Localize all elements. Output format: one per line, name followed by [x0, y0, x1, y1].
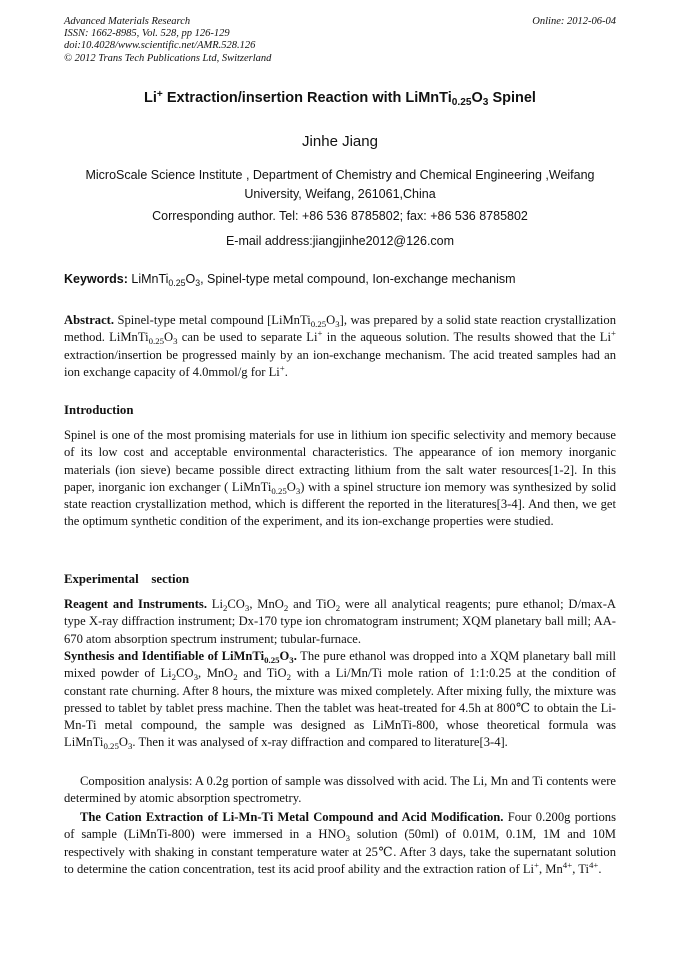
reagent-paragraph: Reagent and Instruments. $Li_2CO_3$, MnO$_2$ and TiO$_2$ were all analytical reagents; pure ethanol; D/max-A type X-ray diffraction instrument; Dx-170 type ion chromatogram instrument; XQM planetary ball mill; AA-670 atom absorption spectrum instrument; tubular-furnace.: [64, 597, 616, 646]
email-address: E-mail address:jiangjinhe2012@126.com: [225, 234, 455, 248]
synthesis-paragraph: Synthesis and Identifiable of $LiMnTi_{0.25}O_3$. The pure ethanol was dropped into a XQM planetary ball mill mixed powder of $Li_2CO_3$, MnO$_2$ and TiO$_2$ with a Li/Mn/Ti mole ration of 1:1:0.25 at the condition of constant rate churning. After 8 hours, the mixture was mixed completely. After mixing fully, the mixture was pressed to tablet by tablet press machine. Then the tablet was heat-treated for 4.5h at 800℃ to obtain the Li-Mn-Ti metal compound, the sample was designed as LiMnTi-800, whose theoretical formula was $LiMnTi_{0.25}O_3$. Then it was analysed of x-ray diffraction and compared to literature[3-4].: [64, 649, 616, 752]
author-name: Jinhe Jiang: [302, 133, 378, 150]
abstract: Abstract. Spinel-type metal compound $[LiMnTi_{0.25}O_3]$, was prepared by a solid state reaction crystallization method. $LiMnTi_{0.25}O_3$ can be used to separate Li+ in the aqueous solution. The results showed that the Li+ extraction/insertion be progressed mainly by an ion-exchange mechanism. The acid treated samples had an ion exchange capacity of 4.0mmol/g for Li+.: [64, 313, 616, 379]
keywords: Keywords: $LiMnTi_{0.25}O_3$, Spinel-type metal compound, Ion-exchange mechanism: [64, 272, 516, 288]
affiliation: MicroScale Science Institute , Department of Chemistry and Chemical Engineering ,Weifang University, Weifang, 261061,China: [85, 168, 595, 201]
introduction-heading: Introduction: [64, 403, 134, 417]
corresponding-author: Corresponding author. Tel: +86 536 8785802; fax: +86 536 8785802: [152, 209, 528, 223]
copyright-line: © 2012 Trans Tech Publications Ltd, Switzerland: [64, 52, 272, 64]
paper-title: Li+ Extraction/insertion Reaction with $LiMnTi_{0.25}O_3$ Spinel: [144, 89, 536, 108]
journal-name: Advanced Materials Research: [64, 16, 191, 27]
experimental-heading: Experimental section: [64, 572, 190, 586]
cation-extraction-paragraph: The Cation Extraction of Li-Mn-Ti Metal Compound and Acid Modification. Four 0.200g portions of sample (LiMnTi-800) were immersed in a $HNO_3$ solution (50ml) of 0.01M, 0.1M, 1M and 10M respectively with shaking in constant temperature water at 25℃. After 3 days, take the supernatant solution to determine the cation concentration, test its acid proof ability and the extraction ration of Li+, $Mn^{4+}$, $Ti^{4+}$.: [64, 810, 616, 876]
online-date: Online: 2012-06-04: [532, 16, 616, 27]
composition-paragraph: Composition analysis: A 0.2g portion of sample was dissolved with acid. The Li, Mn and Ti contents were determined by atomic absorption spectrometry.: [64, 774, 616, 806]
introduction-paragraph: Spinel is one of the most promising materials for use in lithium ion specific selectivity and memory because of its low cost and acceptable environmental characteristics. The appearance of ion memory inorganic materials (ion sieve) became possible direct extracting lithium from the salt water resources[1-2]. In this paper, inorganic ion exchanger ( $LiMnTi_{0.25}O_3$) with a spinel structure ion memory was synthesized by solid state reaction crystallization method, which is different the reported in the literatures[3-4]. And then, we get the optimum synthetic condition of the experiment, and its ion-exchange properties were studied.: [64, 428, 616, 529]
journal-header: [64, 16, 616, 65]
issn-line: ISSN: 1662-8985, Vol. 528, pp 126-129: [64, 28, 230, 40]
doi-line: doi:10.4028/www.scientific.net/AMR.528.126: [64, 40, 256, 52]
